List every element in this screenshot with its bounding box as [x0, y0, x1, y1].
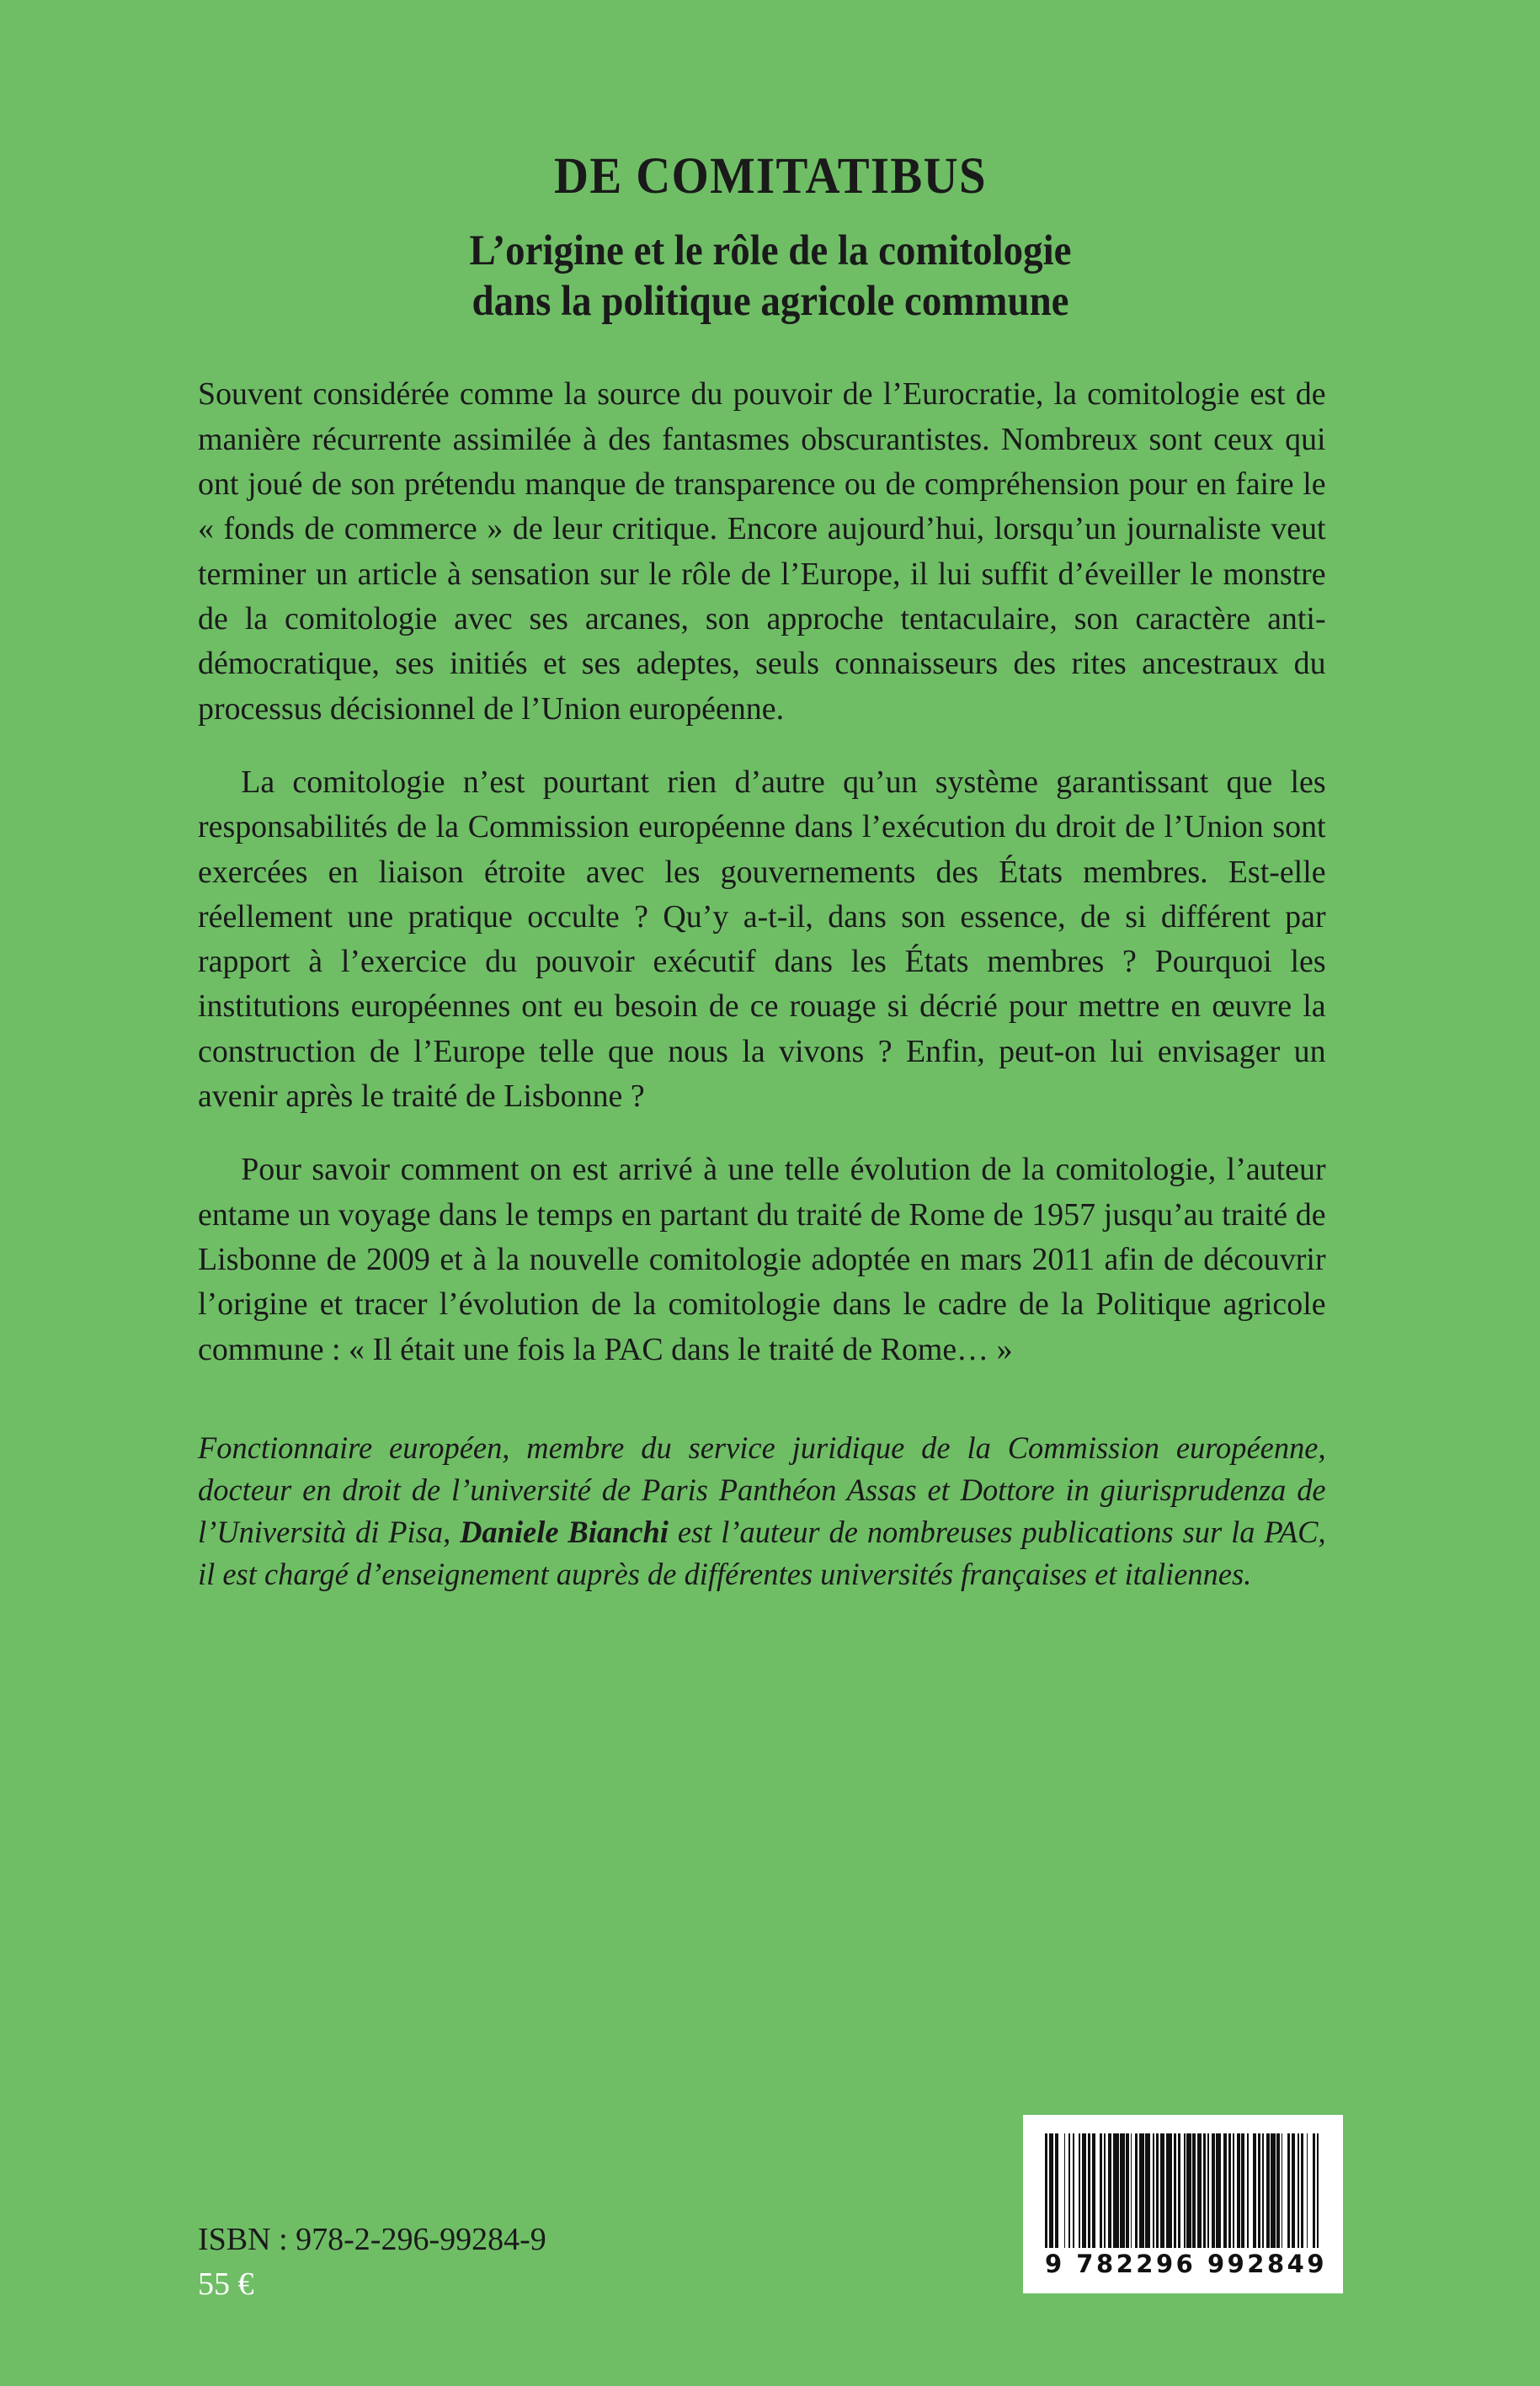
price-text: 55 €: [198, 2266, 254, 2302]
barcode-bar: [1113, 2133, 1119, 2248]
book-main-title: DE COMITATIBUS: [554, 148, 987, 205]
barcode: [1023, 2115, 1343, 2293]
book-subtitle-line-1: L’origine et le rôle de la comitologie: [469, 227, 1072, 275]
barcode-bars: [1045, 2133, 1321, 2248]
barcode-digits: 9 782296 992849: [1045, 2250, 1328, 2278]
blurb-paragraph: La comitologie n’est pourtant rien d’autre qu’un système garantissant que les responsabilités de la Commission européenne dans l’exécution du droit de l’Union sont exercées en liaison étroite avec les gouvernements des États membres. Est-elle réellement une pratique occulte ? Qu’y a-t-il, dans son essence, de si différent par rapport à l’exercice du pouvoir exécutif dans les États membres ? Pourquoi les institutions européennes ont eu besoin de ce rouage si décrié pour mettre en œuvre la construction de l’Europe telle que nous la vivons ? Enfin, peut-on lui envisager un avenir après le traité de Lisbonne ?: [198, 764, 1326, 1115]
barcode-bar: [1166, 2133, 1172, 2248]
blurb-paragraph: Pour savoir comment on est arrivé à une telle évolution de la comitologie, l’auteur entame un voyage dans le temps en partant du traité de Rome de 1957 jusqu’au traité de Lisbonne de 2009 et à la nouvelle comitologie adoptée en mars 2011 afin de découvrir l’origine et tracer l’évolution de la comitologie dans le cadre de la Politique agricole commune : « Il était une fois la PAC dans le traité de Rome… »: [198, 1152, 1326, 1367]
cover-footer: [198, 2083, 1343, 2386]
isbn-price-block: [198, 2218, 546, 2306]
barcode-bar: [1058, 2133, 1064, 2248]
blurb-paragraph: Souvent considérée comme la source du pouvoir de l’Eurocratie, la comitologie est de manière récurrente assimilée à des fantasmes obscurantistes. Nombreux sont ceux qui ont joué de son prétendu manque de transparence ou de compréhension pour en faire le « fonds de commerce » de leur critique. Encore aujourd’hui, lorsqu’un journaliste veut terminer un article à sensation sur le rôle de l’Europe, il lui suffit d’éveiller le monstre de la comitologie avec ses arcanes, son approche tentaculaire, son caractère anti-démocratique, ses initiés et ses adeptes, seuls connaisseurs des rites ancestraux du processus décisionnel de l’Union européenne.: [198, 376, 1326, 727]
author-bio: [198, 1428, 1326, 1596]
book-subtitle-line-2: dans la politique agricole commune: [472, 278, 1069, 326]
barcode-bar: [1319, 2133, 1322, 2248]
title-block: [198, 0, 1343, 327]
author-name: Daniele Bianchi: [460, 1515, 669, 1550]
isbn-text: ISBN : 978-2-296-99284-9: [198, 2222, 546, 2258]
blurb-text: [198, 372, 1343, 1372]
book-subtitle: [243, 226, 1297, 327]
author-bio-text-after: est l’auteur de nombreuses publications sur la PAC, il est chargé d’enseignement auprès de différentes universités françaises et italiennes.: [198, 1515, 1326, 1592]
cover-content: [198, 0, 1343, 2386]
author-bio-text-before: Fonctionnaire européen, membre du service juridique de la Commission européenne, docteur en droit de l’université de Paris Panthéon Assas et Dottore in giurisprudenza de l’Università di Pisa,: [198, 1430, 1326, 1550]
